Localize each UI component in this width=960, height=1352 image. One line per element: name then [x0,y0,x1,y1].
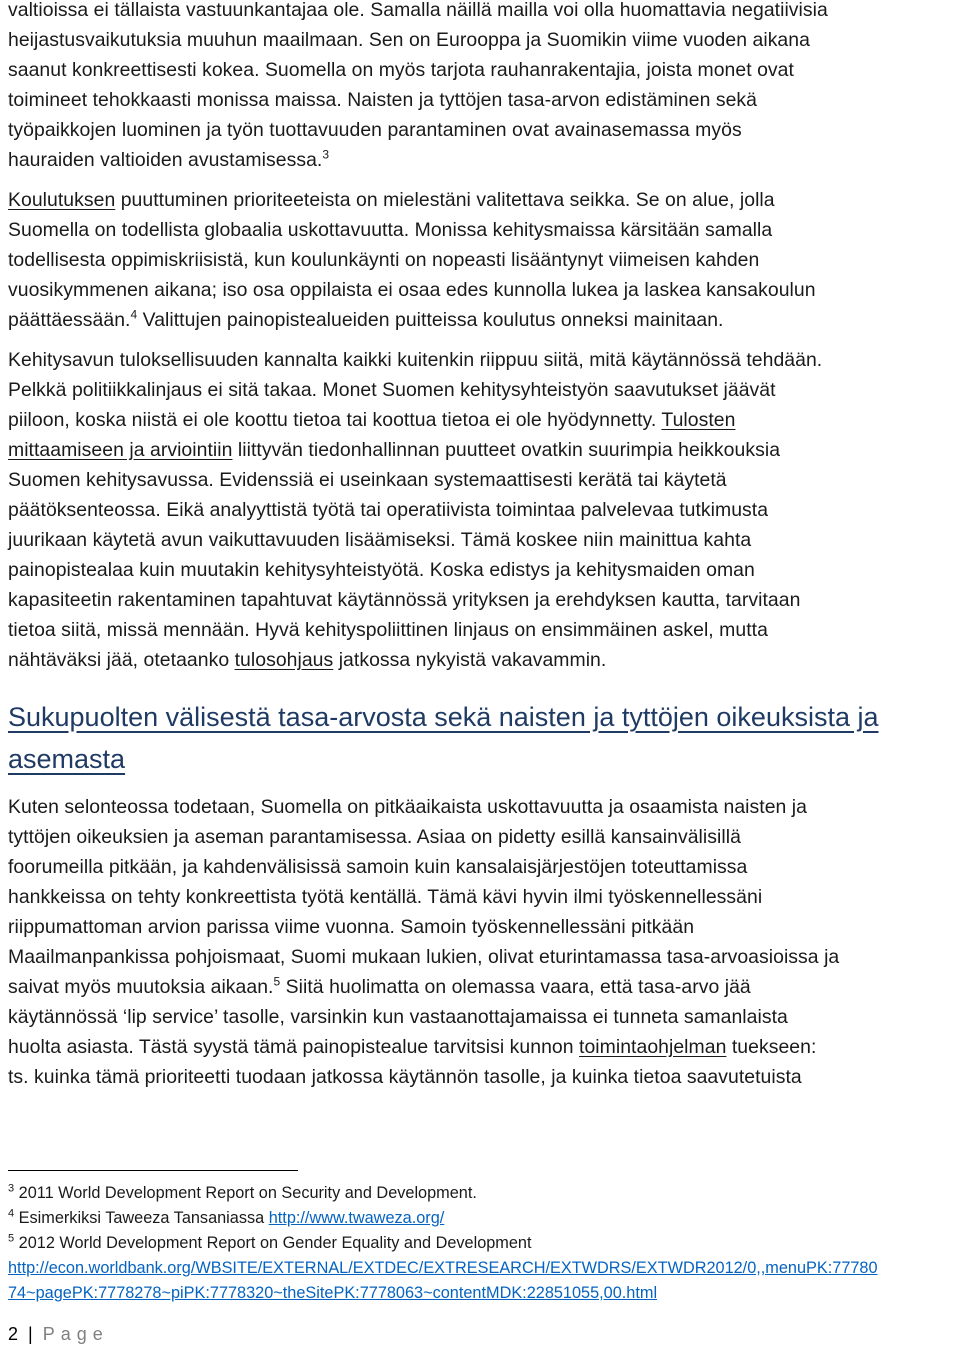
footnote-number: 4 [8,1207,15,1220]
underlined-term: tulosohjaus [234,649,334,671]
footnote-separator [8,1170,298,1171]
text-span: päättäessään. [8,309,131,331]
text-line: tyttöjen oikeuksien ja aseman parantamisessa. Asiaa on pidetty esillä kansainvälisillä [8,826,741,848]
text-span: jatkossa nykyistä vakavammin. [333,649,607,671]
footnote-text: 2012 World Development Report on Gender Equality and Development [14,1234,532,1252]
text-line: käytännössä ‘lip service’ tasolle, varsinkin kun vastaanottajamaissa ei tunneta samanlaista [8,1006,788,1028]
underlined-term: mittaamiseen ja arviointiin [8,439,233,461]
footnote-text: 2011 World Development Report on Security and Development. [14,1184,477,1202]
text-line [8,405,954,435]
paragraph-4 [8,792,954,1092]
text-line: hankkeissa on tehty konkreettista työtä kentällä. Tämä kävi hyvin ilmi työskennellessäni [8,886,763,908]
text-line: Kuten selonteossa todetaan, Suomella on pitkäaikaista uskottavuutta ja osaamista naisten ja [8,796,807,818]
text-line: foorumeilla pitkään, ja kahdenvälisissä samoin kuin kansalaisjärjestöjen toteuttamissa [8,856,748,878]
page-footer [8,1324,109,1345]
footnote-link[interactable]: http://www.twaweza.org/ [268,1209,445,1227]
footnote-link[interactable]: http://econ.worldbank.org/WBSITE/EXTERNAL/EXTDEC/EXTRESEARCH/EXTWDRS/EXTWDR2012/0,,menuPK:77780 [8,1259,878,1277]
footnote-number: 3 [8,1182,15,1195]
underlined-term: toimintaohjelman [579,1036,727,1058]
text-span: tuekseen: [726,1036,817,1058]
footnote-ref-4[interactable]: 4 [130,307,138,322]
footnote-ref-5[interactable]: 5 [273,974,281,989]
text-line: Pelkkä politiikkalinjaus ei sitä takaa. Monet Suomen kehitysyhteistyön saavutukset jäävät [8,379,776,401]
page-separator: | [28,1324,33,1344]
footnote-ref-3[interactable]: 3 [322,147,330,162]
text-line [8,185,954,215]
paragraph-1 [8,0,954,175]
text-line: Suomella on todellista globaalia uskottavuutta. Monissa kehitysmaissa kärsitään samalla [8,219,773,241]
text-line: toimineet tehokkaasti monissa maissa. Naisten ja tyttöjen tasa-arvon edistäminen sekä [8,89,757,111]
text-line: työpaikkojen luominen ja työn tuottavuuden parantaminen ovat avainasemassa myös [8,119,742,141]
footnote-5 [8,1231,954,1256]
text-line: vuosikymmenen aikana; iso osa oppilaista ei osaa edes kunnolla lukea ja laskea kansakoulun [8,279,816,301]
paragraph-3 [8,345,954,675]
text-line: kapasiteetin rakentaminen tapahtuvat käytännössä yrityksen ja erehdyksen kautta, tarvitaan [8,589,801,611]
footnote-text: Esimerkiksi Taweeza Tansaniassa [14,1209,269,1227]
text-line: saanut konkreettisesti kokea. Suomella on myös tarjota rauhanrakentajia, joista monet ovat [8,59,794,81]
text-span: puuttuminen prioriteeteista on mielestäni valitettava seikka. Se on alue, jolla [115,189,775,211]
text-line [8,972,954,1002]
section-heading [8,696,954,780]
text-line: todellisesta oppimiskriisistä, kun koulunkäynti on nopeasti lisääntynyt viimeisen kahden [8,249,760,271]
text-span: piiloon, koska niistä ei ole koottu tietoa tai koottua tietoa ei ole hyödynnetty. [8,409,662,431]
text-span: liittyvän tiedonhallinnan puutteet ovatkin suurimpia heikkouksia [232,439,781,461]
text-line: ts. kuinka tämä prioriteetti tuodaan jatkossa käytännön tasolle, ja kuinka tietoa saavutetuista [8,1066,802,1088]
text-line [8,1032,954,1062]
text-span: huolta asiasta. Tästä syystä tämä painopistealue tarvitsisi kunnon [8,1036,580,1058]
text-line: Suomen kehitysavussa. Evidenssiä ei useinkaan systemaattisesti kerätä tai käytetä [8,469,727,491]
text-line [8,435,954,465]
heading-line: asemasta [8,744,126,774]
heading-line: Sukupuolten välisestä tasa-arvosta sekä naisten ja tyttöjen oikeuksista ja [8,702,879,732]
text-span: Valittujen painopistealueiden puitteissa koulutus onneksi mainitaan. [137,309,724,331]
text-span: nähtäväksi jää, otetaanko [8,649,235,671]
page-label: Page [42,1324,109,1344]
text-line: juurikaan käytetä avun vaikuttavuuden lisäämiseksi. Tämä koskee niin mainittua kahta [8,529,752,551]
text-span: saivat myös muutoksia aikaan. [8,976,274,998]
text-line [8,645,954,675]
footnotes [8,1181,954,1306]
footnote-3 [8,1181,954,1206]
footnote-link[interactable]: 74~pagePK:7778278~piPK:7778320~theSitePK:7778063~contentMDK:22851055,00.html [8,1284,658,1302]
footnote-4 [8,1206,954,1231]
text-line: Kehitysavun tuloksellisuuden kannalta kaikki kuitenkin riippuu siitä, mitä käytännössä tehdään. [8,349,823,371]
footnote-number: 5 [8,1232,15,1245]
footnote-5-link-line [8,1256,954,1281]
text-line: riippumattoman arvion parissa viime vuonna. Samoin työskennellessäni pitkään [8,916,695,938]
text-line [8,305,954,335]
text-line: päätöksenteossa. Eikä analyyttistä työtä tai operatiivista toimintaa palvelevaa tutkimusta [8,499,769,521]
text-line: valtioissa ei tällaista vastuunkantajaa ole. Samalla näillä mailla voi olla huomattavia negatiivisia [8,0,828,21]
text-line [8,145,954,175]
text-span: hauraiden valtioiden avustamisessa. [8,149,323,171]
underlined-term: Koulutuksen [8,189,116,211]
text-line: painopistealaa kuin muutakin kehitysyhteistyötä. Koska edistys ja kehitysmaiden oman [8,559,755,581]
text-line: tietoa siitä, missä mennään. Hyvä kehityspoliittinen linjaus on ensimmäinen askel, mutta [8,619,768,641]
page-number: 2 [8,1324,19,1344]
footnote-5-link-line [8,1281,954,1306]
text-line: heijastusvaikutuksia muuhun maailmaan. Sen on Eurooppa ja Suomikin viime vuoden aikana [8,29,810,51]
underlined-term: Tulosten [661,409,736,431]
text-line: Maailmanpankissa pohjoismaat, Suomi mukaan lukien, olivat eturintamassa tasa-arvoasioissa ja [8,946,840,968]
paragraph-2 [8,185,954,335]
text-span: Siitä huolimatta on olemassa vaara, että tasa-arvo jää [280,976,751,998]
